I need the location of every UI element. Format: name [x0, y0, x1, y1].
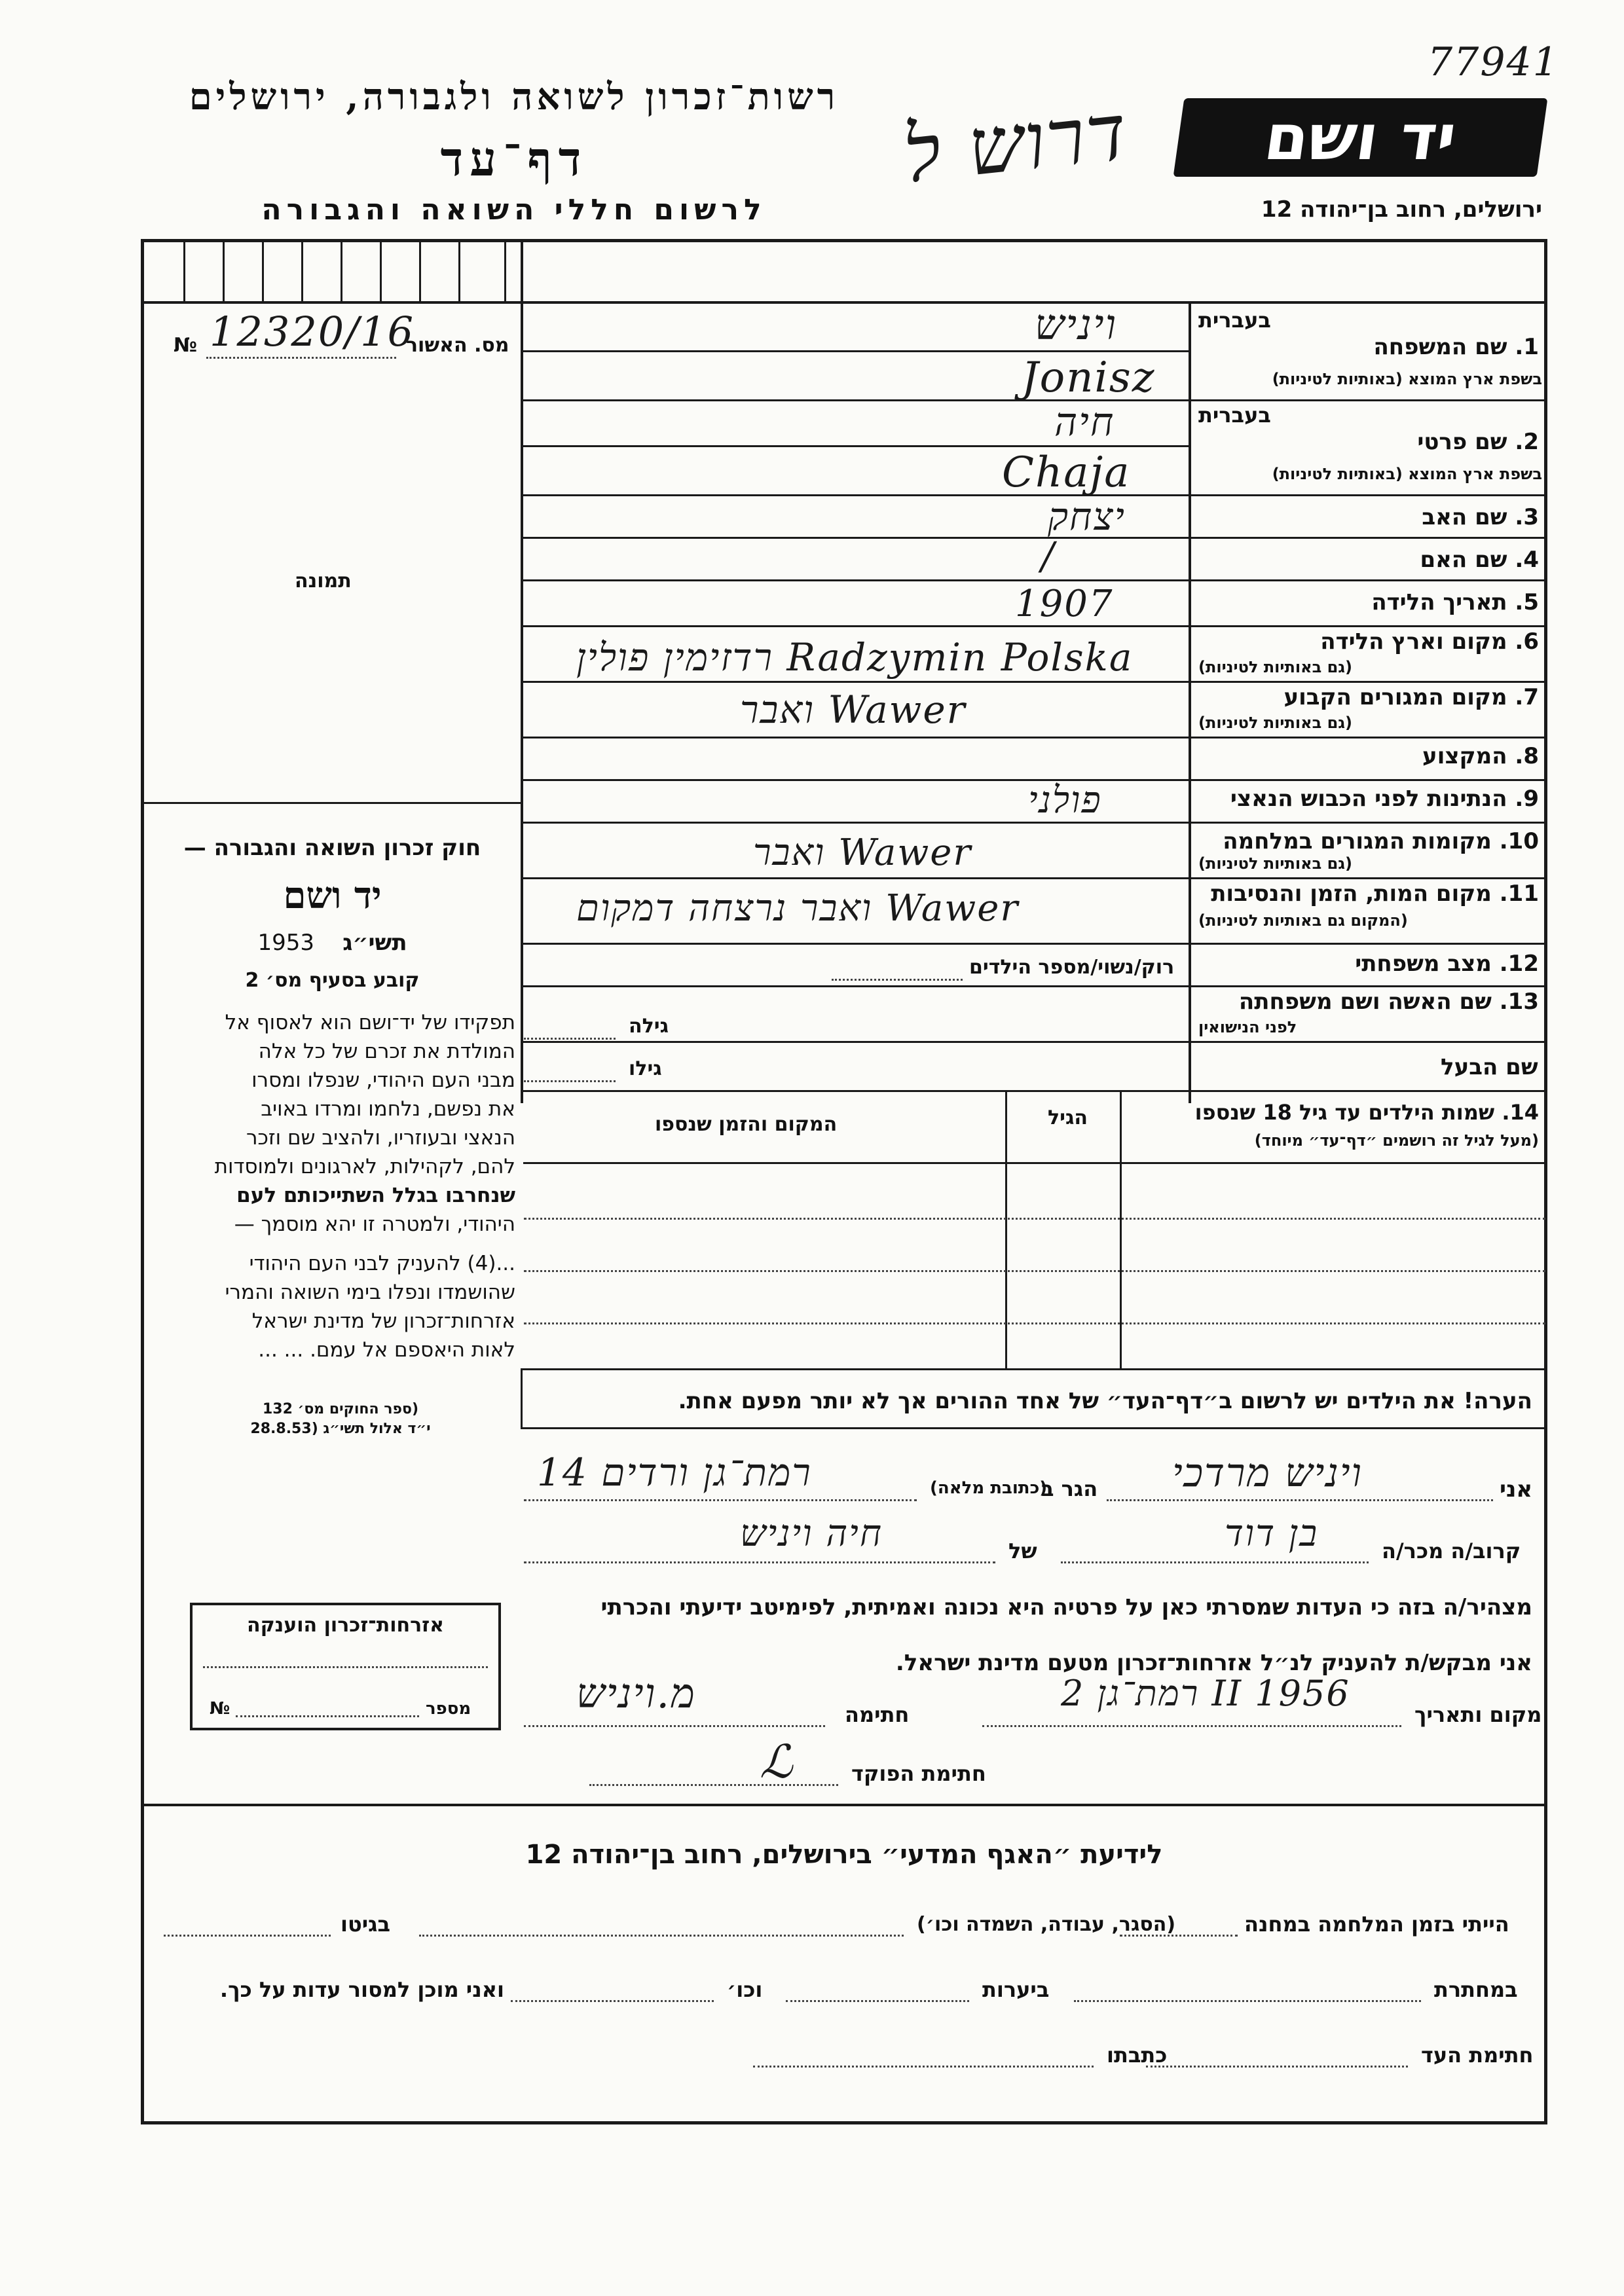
declaration-line-1: מצהיר/ה בזה כי העדות שמסרתי כאן על פרטיה היא נכונה ואמיתית, לפימיטב ידיעתי והכרתי: [600, 1594, 1532, 1620]
field-1-sub: בשפת ארץ המוצא (באותיות לטיניות): [1272, 370, 1542, 388]
relation-line: [1061, 1561, 1369, 1563]
field-7-sub: (גם באותיות לטיניות): [1198, 714, 1352, 732]
law-ref-1: (ספר החוקים מס׳ 132: [262, 1401, 419, 1417]
field-3-label: [1198, 504, 1539, 530]
resides-label: הגר ב: [1041, 1476, 1098, 1501]
field-10-label: [1198, 828, 1539, 854]
field-4-label: [1198, 547, 1539, 573]
law-line: היהודי, ולמטרה זו יהא מוסמך —: [234, 1212, 515, 1236]
field-7-num: 7.: [1515, 684, 1539, 710]
wartime-residence: ואבר Wawer: [753, 831, 972, 874]
relation-label: קרוב/ה מכר/ה: [1382, 1539, 1521, 1563]
field-11-label: [1198, 881, 1539, 907]
wife-age-label: גילה: [629, 1015, 669, 1038]
authority-name: רשות־זכרון לשואה ולגבורה, ירושלים: [189, 75, 840, 118]
footer-line2-b: ביערות: [982, 1977, 1050, 2002]
field-12-num: 12.: [1499, 951, 1539, 977]
left-column-divider: [521, 239, 523, 1103]
field-11-text: מקום המות, הזמן והנסיבות: [1211, 881, 1492, 907]
footer-line1-dots-b: [419, 1935, 904, 1937]
of-label: של: [1008, 1539, 1037, 1563]
header-address: ירושלים, רחוב בן־יהודה 12: [1261, 196, 1542, 223]
children-count-line: [832, 979, 963, 981]
stamp-box-num-label: מספר: [426, 1699, 471, 1719]
footer-line1-c: בגיטו: [341, 1912, 390, 1937]
field-2-sub: בשפת ארץ המוצא (באותיות לטיניות): [1272, 465, 1542, 483]
field-6-num: 6.: [1515, 629, 1539, 655]
left-column-divider-2: [504, 239, 506, 301]
declaration-line-2: אני מבקש/ת להעניק לנ״ל אזרחות־זכרון מטעם מדינת ישראל.: [895, 1650, 1532, 1676]
approval-line: [206, 357, 396, 359]
firstname-latin: Chaja: [1002, 448, 1131, 497]
top-strip-line: [141, 301, 1547, 304]
father-name: יצחק: [1048, 494, 1126, 539]
children-num: 14.: [1502, 1100, 1539, 1125]
photo-label: תמונה: [295, 570, 352, 592]
law-line: הנאצי ובעוזריו, ולהציב שם וזכר: [246, 1126, 515, 1150]
wife-age-line: [524, 1038, 616, 1040]
surname-hebrew: ויניש: [1035, 301, 1118, 350]
hebrew-tag-1: בעברית: [1198, 308, 1271, 333]
field-11-sub: (המקום גם באותיות לטיניות): [1198, 911, 1408, 930]
logo-text: יד ושם: [1260, 101, 1461, 174]
birth-place: רדזימין פולין Radzymin Polska: [576, 635, 1134, 680]
law-line: את נפשם, נלחמו ומרדו באויב: [261, 1097, 515, 1121]
law-line: שנחרבו בגלל השתייכותם לעם: [236, 1184, 515, 1207]
footer-line3-a: חתימת העד: [1421, 2043, 1534, 2068]
field-13-label: [1198, 989, 1539, 1015]
law-section: קובע בסעיף מס׳ 2: [245, 969, 420, 992]
field-11-num: 11.: [1499, 881, 1539, 907]
footer-line2-d: ואני מוכן למסור עדות על כך.: [219, 1977, 504, 2002]
footer-line3-dots-b: [753, 2066, 1094, 2068]
label-column-divider: [1189, 301, 1191, 1103]
address-line: [524, 1499, 917, 1501]
footer-title: לידיעת ״האגף המדעי״ בירושלים, רחוב בן־יהודה 12: [525, 1840, 1163, 1870]
footer-line1-a: הייתי בזמן המלחמה במחנה: [1244, 1912, 1509, 1937]
declarant-name-line: [1107, 1499, 1493, 1501]
mother-name: /: [1041, 534, 1056, 578]
law-line: מבני העם היהודי, שנפלו ומסרו: [251, 1068, 515, 1092]
field-7-label: [1198, 684, 1539, 710]
approval-prefix: №: [174, 334, 198, 357]
field-5-label: [1198, 589, 1539, 615]
husband-age-line: [524, 1080, 616, 1082]
law-body: [152, 1008, 515, 1364]
field-13-text: שם האשה ושם משפחתה: [1238, 989, 1492, 1015]
field-8-num: 8.: [1515, 743, 1539, 769]
field-1-text: שם המשפחה: [1373, 334, 1507, 360]
handwritten-mark: דרוש ל: [899, 86, 1133, 201]
field-13-sub: לפני הנישואין: [1198, 1018, 1297, 1036]
children-label: [1126, 1100, 1539, 1125]
law-line: אזרחות־זכרון של מדינת ישראל: [251, 1309, 515, 1333]
law-year: 1953: [257, 930, 314, 956]
field-9-text: הנתינות לפני הכבוש הנאצי: [1230, 786, 1507, 812]
law-line: להם, לקהילות, לארגונים ולמוסדות: [214, 1155, 515, 1178]
footer-line2-a: במחתרת: [1434, 1977, 1518, 2002]
law-line: לאות היאספם אל עמם. ... ...: [258, 1338, 515, 1362]
field-2-text: שם פרטי: [1417, 429, 1507, 455]
address-hint: (כתובת מלאה): [930, 1478, 1048, 1498]
field-2-num: 2.: [1515, 429, 1539, 455]
footer-line1-b: (הסגר, עבודה, השמדה וכו׳): [917, 1913, 1176, 1936]
footer-line2-dots-a: [1074, 2000, 1421, 2002]
approval-number: 12320/16: [210, 308, 415, 355]
field-13-num: 13.: [1499, 989, 1539, 1015]
footer-line3-b: כתבתו: [1107, 2043, 1168, 2068]
family-status-options: רוק/נשוי/מספר הילדים: [969, 956, 1175, 979]
field-10-sub: (גם באותיות לטיניות): [1198, 854, 1352, 873]
husband-age-label: גילו: [629, 1057, 662, 1080]
law-line: המולדת את זכרם של כל אלה: [258, 1040, 515, 1063]
residence: ואבר Wawer: [740, 687, 967, 732]
law-year-row: [154, 930, 511, 956]
firstname-hebrew: חיה: [1054, 399, 1115, 445]
surname-latin: Jonisz: [1022, 354, 1156, 402]
field-6-label: [1198, 629, 1539, 655]
officer-label: חתימת הפוקד: [851, 1761, 986, 1786]
declarant-i-label: אני: [1500, 1476, 1533, 1503]
law-title: חוק זכרון השואה והגבורה —: [183, 835, 481, 861]
husband-label: שם הבעל: [1441, 1054, 1538, 1080]
col-place-header: המקום והזמן שנספו: [655, 1113, 838, 1136]
relation-value: בן דוד: [1225, 1512, 1319, 1555]
footer-line2-dots-c: [511, 2000, 714, 2002]
child-row-line: [524, 1270, 1545, 1272]
field-6-text: מקום וארץ הלידה: [1320, 629, 1507, 655]
footer-line2-c: וכו׳: [727, 1977, 763, 2002]
children-sub: (מעל לגיל זה רושמים ״דף־עד״ מיוחד): [1254, 1131, 1539, 1150]
file-number: 77941: [1428, 39, 1559, 85]
declarant-address: רמת־גן ורדים 14: [537, 1450, 812, 1495]
field-12-label: [1198, 951, 1539, 977]
children-note: הערה! את הילדים יש לרשום ב״דף־העד״ של אחד ההורים אך לא יותר מפעם אחת.: [678, 1388, 1532, 1414]
birth-date: 1907: [1015, 583, 1114, 625]
signature-line: [524, 1725, 825, 1727]
place-date-line: [982, 1725, 1401, 1727]
law-name: יד ושם: [283, 874, 382, 917]
officer-line: [589, 1784, 838, 1786]
officer-signature: ℒ: [760, 1735, 794, 1789]
citizenship: פולני: [1028, 779, 1102, 822]
declarant-name: ויניש מרדכי: [1172, 1450, 1363, 1496]
law-ref-2: י״ד אלול תשי״ג (28.8.53: [250, 1421, 431, 1437]
field-1-num: 1.: [1515, 334, 1539, 360]
death-place: ואבר נרצחה דמקום Wawer: [576, 887, 1020, 930]
field-4-text: שם האם: [1420, 547, 1507, 573]
of-name: חיה ויניש: [740, 1512, 883, 1555]
yad-vashem-logo: [1173, 98, 1548, 177]
law-line: שהושמדו ונפלו בימי השואה והמרי: [225, 1281, 515, 1304]
field-7-text: מקום המגורים הקבוע: [1283, 684, 1507, 710]
footer-line2-dots-b: [786, 2000, 969, 2002]
stamp-box-prefix: №: [210, 1699, 231, 1719]
photo-bottom-line: [141, 802, 521, 804]
signature-label: חתימה: [845, 1702, 910, 1727]
place-date-label: מקום ותאריך: [1414, 1702, 1542, 1727]
field-10-text: מקומות המגורים במלחמה: [1223, 828, 1492, 854]
col-age-header: הגיל: [1048, 1106, 1088, 1129]
field-1-label: [1198, 334, 1539, 360]
law-line: ...(4) להעניק לבני העם היהודי: [249, 1252, 515, 1275]
field-8-label: [1198, 743, 1539, 769]
of-name-line: [524, 1561, 995, 1563]
stamp-box-title: אזרחות־זכרון הוענקה: [246, 1614, 445, 1637]
form-title: דף־עד: [440, 131, 588, 187]
declarant-signature: מ.ויניש: [576, 1669, 696, 1717]
footer-line3-dots-a: [1146, 2066, 1408, 2068]
children-text: שמות הילדים עד גיל 18 שנספו: [1194, 1100, 1495, 1125]
footer-divider: [141, 1804, 1547, 1806]
place-date: רמת־גן 2 II 1956: [1061, 1673, 1350, 1714]
stamp-box-num-line: [236, 1715, 419, 1717]
field-9-num: 9.: [1515, 786, 1539, 812]
children-col-divider-1: [1120, 1090, 1122, 1368]
field-3-num: 3.: [1515, 504, 1539, 530]
child-row-line: [524, 1322, 1545, 1324]
footer-line1-dots-c: [164, 1935, 331, 1937]
law-year-heb: תשי״ג: [342, 930, 407, 956]
children-col-divider-2: [1005, 1090, 1007, 1368]
hebrew-tag-2: בעברית: [1198, 403, 1271, 428]
field-2-label: [1198, 429, 1539, 455]
field-4-num: 4.: [1515, 547, 1539, 573]
field-9-label: [1198, 786, 1539, 812]
field-6-sub: (גם באותיות לטיניות): [1198, 658, 1352, 676]
field-10-num: 10.: [1499, 828, 1539, 854]
field-5-text: תאריך הלידה: [1371, 589, 1507, 615]
child-row-line: [524, 1218, 1545, 1220]
approval-label: מס. האשור: [406, 334, 509, 357]
field-5-num: 5.: [1515, 589, 1539, 615]
field-8-text: המקצוע: [1422, 743, 1507, 769]
field-12-text: מצב משפחתי: [1355, 951, 1492, 977]
stamp-box-line: [203, 1666, 488, 1668]
law-line: תפקידו של יד־ושם הוא לאסוף אל: [225, 1011, 515, 1034]
field-3-text: שם האב: [1422, 504, 1507, 530]
form-subtitle: לרשום חללי השואה והגבורה: [261, 193, 767, 227]
